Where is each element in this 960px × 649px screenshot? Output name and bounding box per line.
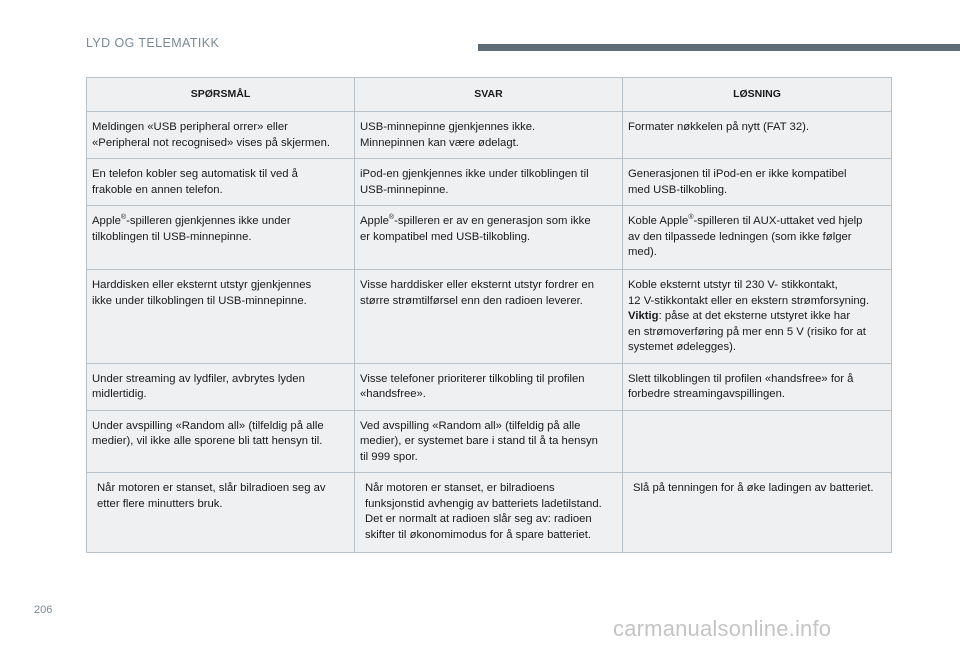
cell-line: funksjonstid avhengig av batteriets ladetilstand. <box>365 497 602 510</box>
answer-cell <box>355 159 623 206</box>
header-bar <box>478 44 960 51</box>
cell-line: Minnepinnen kan være ødelagt. <box>360 136 519 149</box>
cell-line: Harddisken eller eksternt utstyr gjenkjennes <box>92 279 312 291</box>
cell-line: Når motoren er stanset, er bilradioens <box>365 482 555 494</box>
cell-line: Ved avspilling «Random all» (tilfeldig på alle <box>360 419 581 432</box>
answer-cell <box>355 112 623 159</box>
cell-line: med). <box>628 246 657 258</box>
cell-line: medier), er systemet bare i stand til å ta hensyn <box>360 435 598 447</box>
cell-text: -spilleren til AUX-uttaket ved hjelp <box>693 215 863 227</box>
faq-table <box>86 77 892 553</box>
answer-cell <box>355 410 623 473</box>
cell-line: «Peripheral not recognised» vises på skjermen. <box>92 136 330 149</box>
table-row <box>87 206 892 270</box>
column-header-solution: LØSNING <box>623 78 892 112</box>
cell-line: tilkoblingen til USB-minnepinne. <box>92 230 252 243</box>
important-label: Viktig <box>628 310 659 322</box>
table-row <box>87 410 892 473</box>
cell-line: Visse harddisker eller eksternt utstyr fordrer en <box>360 279 594 291</box>
cell-line: Formater nøkkelen på nytt (FAT 32). <box>628 121 810 133</box>
solution-cell <box>623 270 892 364</box>
question-cell <box>87 410 355 473</box>
cell-line: medier), vil ikke alle sporene bli tatt hensyn til. <box>92 435 323 447</box>
watermark: carmanualsonline.info <box>613 616 832 641</box>
question-cell <box>87 206 355 270</box>
cell-line: 12 V-stikkontakt eller en ekstern strømforsyning. <box>628 294 870 307</box>
question-cell <box>87 270 355 364</box>
cell-line: USB-minnepinne gjenkjennes ikke. <box>360 121 536 133</box>
cell-line: «handsfree». <box>360 388 426 400</box>
question-cell <box>87 473 355 553</box>
cell-line: Det er normalt at radioen slår seg av: radioen <box>365 513 592 525</box>
registered-mark: ® <box>688 214 694 222</box>
cell-text: -spilleren gjenkjennes ikke under <box>126 215 291 227</box>
cell-line: En telefon kobler seg automatisk til ved å <box>92 168 298 180</box>
cell-line: skifter til økonomimodus for å spare batteriet. <box>365 528 592 541</box>
cell-line: forbedre streamingavspillingen. <box>628 388 785 400</box>
cell-line: større strømtilførsel enn den radioen leverer. <box>360 294 583 307</box>
cell-line: midlertidig. <box>92 388 147 400</box>
cell-line: systemet ødelegges). <box>628 341 736 353</box>
cell-text: : påse at det eksterne utstyret ikke har <box>658 310 851 322</box>
cell-line: Under avspilling «Random all» (tilfeldig på alle <box>92 419 324 432</box>
question-cell <box>87 112 355 159</box>
cell-line: Koble eksternt utstyr til 230 V- stikkontakt, <box>628 279 838 291</box>
cell-text: Koble Apple <box>628 215 689 227</box>
section-title: LYD OG TELEMATIKK <box>86 36 220 50</box>
cell-line: av den tilpassede ledningen (som ikke følger <box>628 230 852 243</box>
cell-line: iPod-en gjenkjennes ikke under tilkoblingen til <box>360 168 589 180</box>
cell-line: til 999 spor. <box>360 450 418 463</box>
question-cell <box>87 363 355 410</box>
answer-cell <box>355 473 623 553</box>
table-row <box>87 270 892 364</box>
question-cell <box>87 159 355 206</box>
answer-cell <box>355 206 623 270</box>
cell-line: USB-minnepinne. <box>360 183 449 196</box>
cell-line: Slett tilkoblingen til profilen «handsfree» for å <box>628 372 854 385</box>
table-row <box>87 159 892 206</box>
cell-line: Visse telefoner prioriterer tilkobling til profilen <box>360 372 585 385</box>
solution-cell <box>623 112 892 159</box>
cell-line: er kompatibel med USB-tilkobling. <box>360 230 531 243</box>
cell-text: -spilleren er av en generasjon som ikke <box>394 215 591 227</box>
solution-cell <box>623 473 892 553</box>
solution-cell <box>623 410 892 473</box>
table-row <box>87 473 892 553</box>
registered-mark: ® <box>388 214 395 222</box>
page-number: 206 <box>34 604 53 616</box>
registered-mark: ® <box>120 214 127 222</box>
cell-line: frakoble en annen telefon. <box>92 183 223 196</box>
answer-cell <box>355 363 623 410</box>
column-header-question: SPØRSMÅL <box>87 78 355 112</box>
cell-line: etter flere minutters bruk. <box>97 497 223 510</box>
cell-text: Apple <box>92 215 121 227</box>
table-row <box>87 112 892 159</box>
column-header-answer: SVAR <box>355 78 623 112</box>
cell-line: Når motoren er stanset, slår bilradioen seg av <box>97 482 326 494</box>
cell-line: ikke under tilkoblingen til USB-minnepinne. <box>92 294 307 307</box>
cell-line: Meldingen «USB peripheral orrer» eller <box>92 121 288 133</box>
cell-line: Under streaming av lydfiler, avbrytes lyden <box>92 372 305 385</box>
table-header-row <box>87 78 892 112</box>
table-row <box>87 363 892 410</box>
cell-line: Slå på tenningen for å øke ladingen av batteriet. <box>633 482 874 494</box>
cell-line: Generasjonen til iPod-en er ikke kompatibel <box>628 168 847 180</box>
cell-line: med USB-tilkobling. <box>628 183 728 196</box>
solution-cell <box>623 206 892 270</box>
cell-text: Apple <box>360 215 389 227</box>
answer-cell <box>355 270 623 364</box>
solution-cell <box>623 159 892 206</box>
cell-line: en strømoverføring på mer enn 5 V (risiko for at <box>628 325 866 338</box>
solution-cell <box>623 363 892 410</box>
